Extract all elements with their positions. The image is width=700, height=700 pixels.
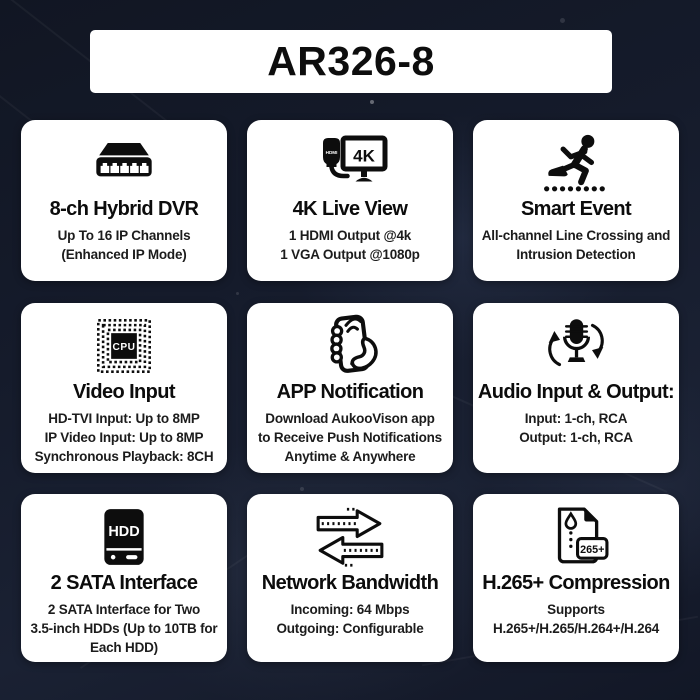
background-dot [236, 292, 239, 295]
card-text-line: Anytime & Anywhere [284, 449, 416, 465]
cpu-chip-icon [94, 314, 154, 378]
codec-badge-label: 265+ [580, 543, 605, 556]
card-title: APP Notification [276, 381, 424, 403]
hdd-icon [95, 505, 153, 569]
cpu-label: CPU [112, 341, 136, 353]
4k-screen-label: 4K [353, 146, 375, 166]
card-text-line: Download AukooVison app [265, 411, 435, 426]
card-text-line: 1 HDMI Output @4k [288, 228, 412, 243]
feature-card-compression [473, 494, 679, 662]
4k-monitor-hdmi-icon [312, 131, 388, 195]
card-text-line: to Receive Push Notifications [258, 430, 442, 446]
feature-card-smart-event [473, 120, 679, 281]
card-text-line: 3.5-inch HDDs (Up to 10TB for [30, 621, 218, 637]
background-dot [300, 487, 304, 491]
bidirectional-arrows-icon [313, 505, 387, 569]
title-banner [90, 30, 612, 93]
card-text-line: 1 VGA Output @1080p [280, 247, 420, 263]
background-dot [370, 100, 374, 104]
background-dot [560, 18, 565, 23]
feature-card-video-input [21, 303, 227, 473]
card-text-line: Synchronous Playback: 8CH [34, 449, 214, 465]
h265-document-icon [543, 505, 609, 569]
card-title: Audio Input & Output: [477, 381, 675, 403]
card-title: 2 SATA Interface [50, 572, 198, 594]
card-text-line: Up To 16 IP Channels [57, 228, 191, 243]
card-text-line: Supports [547, 602, 605, 617]
card-text-line: H.265+/H.265/H.264+/H.264 [492, 621, 660, 637]
card-title: H.265+ Compression [482, 572, 670, 594]
feature-card-audio-io [473, 303, 679, 473]
card-title: 4K Live View [292, 198, 408, 220]
card-text-line: Input: 1-ch, RCA [524, 411, 628, 426]
card-text-line: Intrusion Detection [516, 247, 636, 263]
card-text-line: Each HDD) [90, 640, 158, 656]
feature-card-hybrid-dvr [21, 120, 227, 281]
card-text-line: Incoming: 64 Mbps [290, 602, 410, 617]
card-text-line: HD-TVI Input: Up to 8MP [48, 411, 200, 426]
card-title: Video Input [73, 381, 175, 403]
card-text-line: All-channel Line Crossing and [481, 228, 671, 243]
feature-card-network-bandwidth [247, 494, 453, 662]
card-title: Network Bandwidth [261, 572, 439, 594]
card-title: 8-ch Hybrid DVR [49, 198, 199, 220]
card-text-line: Output: 1-ch, RCA [519, 430, 633, 446]
hdmi-plug-label: HDMI [325, 150, 338, 155]
product-title: AR326-8 [267, 38, 435, 84]
network-switch-icon [93, 131, 155, 195]
card-title: Smart Event [520, 198, 632, 220]
hdd-label: HDD [108, 523, 140, 540]
card-text-line: (Enhanced IP Mode) [61, 247, 187, 263]
feature-card-app-notification [247, 303, 453, 473]
feature-card-sata-interface [21, 494, 227, 662]
card-text-line: IP Video Input: Up to 8MP [44, 430, 204, 446]
feature-card-4k-live-view [247, 120, 453, 281]
card-text-line: Outgoing: Configurable [276, 621, 424, 637]
card-text-line: 2 SATA Interface for Two [47, 602, 201, 617]
hand-holding-phone-icon [317, 314, 383, 378]
running-person-icon [543, 131, 609, 195]
microphone-sync-icon [543, 314, 609, 378]
